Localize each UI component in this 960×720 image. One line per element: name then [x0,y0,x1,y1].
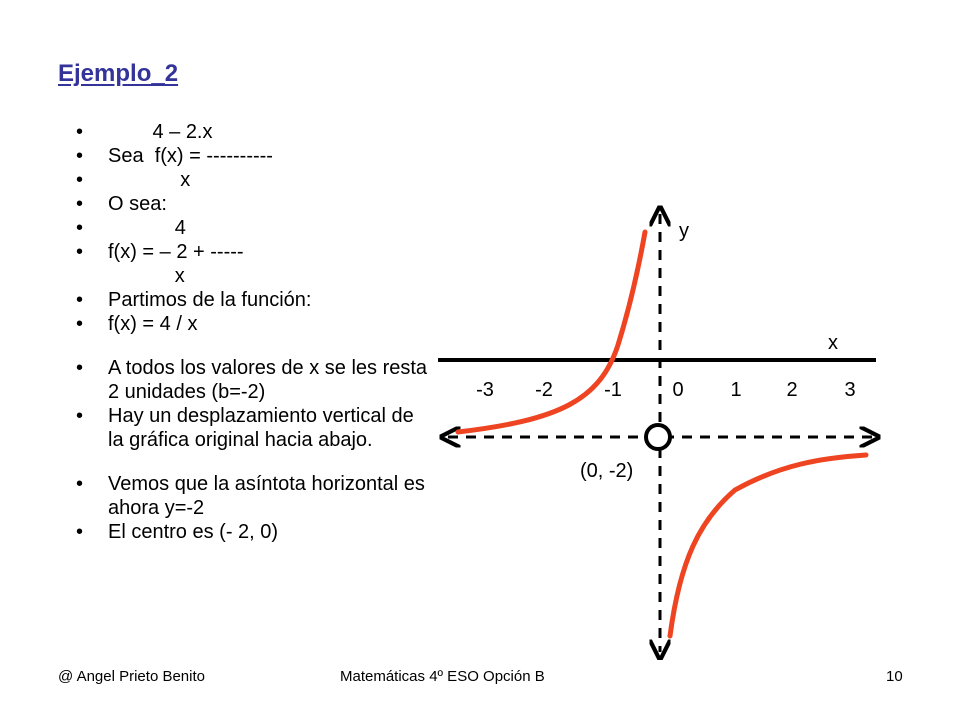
bullet-dot: • [76,289,84,311]
bullet-dot: • [76,405,84,427]
bullet-item: • A todos los valores de x se les resta 2 unidades (b=-2) [76,357,433,403]
x-tick-label: 3 [844,379,856,401]
x-tick-label: -3 [476,379,494,401]
x-axis-label: x [828,332,838,354]
footer-author: @ Angel Prieto Benito [58,668,205,685]
curve-left-branch [458,232,645,432]
bullet-item: • 4 – 2.x [76,121,213,143]
bullet-item: • 4 [76,217,186,239]
bullet-dot: • [76,521,84,543]
bullet-item: x [108,265,185,287]
center-label: (0, -2) [580,460,634,482]
bullet-dot: • [76,217,84,239]
y-axis-label: y [679,220,689,242]
footer-page-number: 10 [886,668,903,685]
bullet-item: • Partimos de la función: [76,289,312,311]
bullet-item: • Vemos que la asíntota horizontal es ahora y=-2 [76,473,431,519]
bullet-item: • f(x) = – 2 + ----- [76,241,244,263]
bullet-dot: • [76,473,84,495]
slide-title: Ejemplo_2 [58,60,179,87]
bullet-item: • Hay un desplazamiento vertical de la gráfica original hacia abajo. [76,405,420,451]
bullet-item: • El centro es (- 2, 0) [76,521,279,543]
center-point [646,425,670,449]
x-tick-label: 2 [786,379,798,401]
footer-course: Matemáticas 4º ESO Opción B [340,668,545,685]
bullet-dot: • [76,241,84,263]
x-tick-label: 0 [672,379,684,401]
x-tick-label: -1 [604,379,622,401]
bullet-item: • x [76,169,191,191]
bullet-dot: • [76,145,84,167]
bullet-item: • O sea: [76,193,167,215]
bullet-list [70,120,433,544]
function-graph [420,200,900,660]
bullet-item: • Sea f(x) = ---------- [76,145,273,167]
bullet-dot: • [76,193,84,215]
bullet-dot: • [76,169,84,191]
curve-right-branch [670,455,866,636]
bullet-dot: • [76,357,84,379]
bullet-dot: • [76,121,84,143]
x-tick-label: 1 [730,379,742,401]
x-tick-label: -2 [535,379,553,401]
bullet-item: • f(x) = 4 / x [76,313,198,335]
bullet-dot: • [76,313,84,335]
